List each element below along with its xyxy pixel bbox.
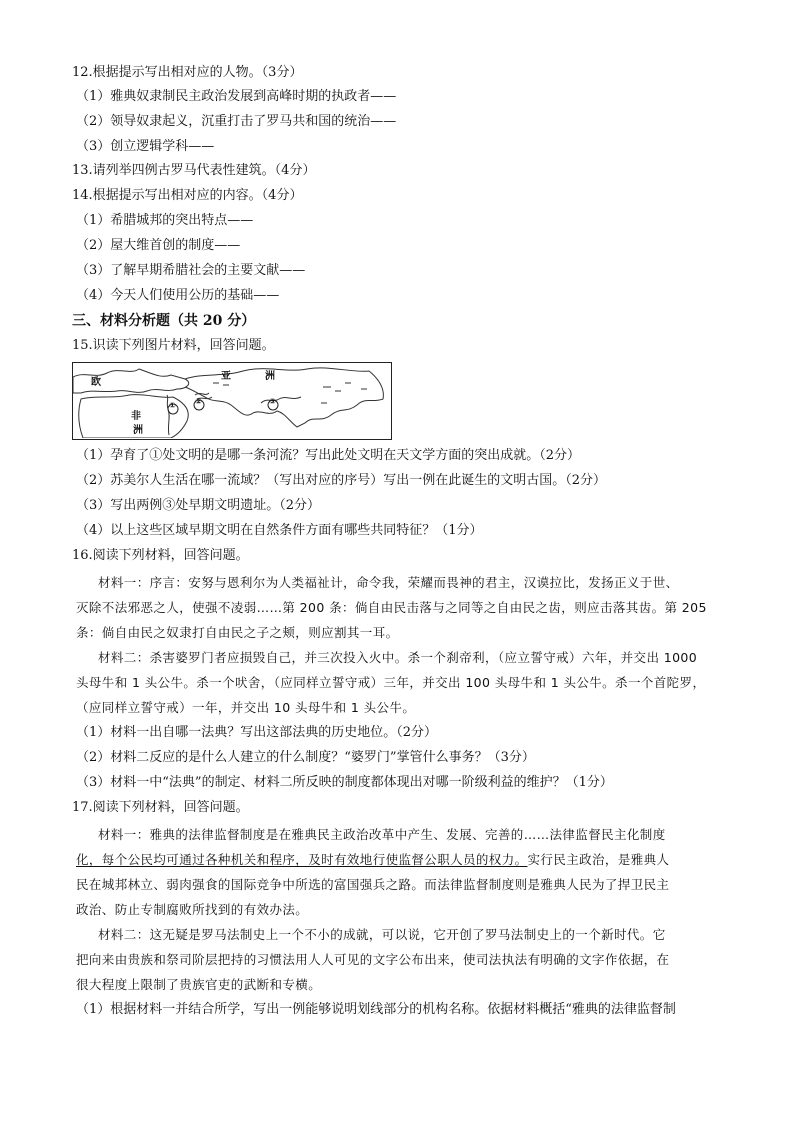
- q16-material1-line2: 灭除不法邪恶之人，使强不凌弱……第 200 条：倘自由民击落与之同等之自由民之齿，则应击落其齿。第 205: [76, 600, 707, 615]
- q17-material2-line2: 把向来由贵族和祭司阶层把持的习惯法用人人可见的文字公布出来，使司法执法有明确的文字作依据，在: [76, 952, 670, 967]
- q16-material2-line3: （应同样立誓守戒）一年，并交出 10 头母牛和 1 头公牛。: [76, 700, 416, 715]
- q16-material1-line3: 条：倘自由民之奴隶打自由民之子之颊，则应割其一耳。: [76, 625, 399, 640]
- q16-item-1: （1）材料一出自哪一法典？写出这部法典的历史地位。（2分）: [76, 725, 438, 740]
- map-marker-3: ③: [269, 397, 276, 406]
- q17-material2-line3: 很大程度上限制了贵族官吏的武断和专横。: [76, 977, 322, 992]
- q16-material1-line1: 材料一：序言：安努与恩利尔为人类福祉计，命令我，荣耀而畏神的君主，汉谟拉比，发扬正义于世、: [98, 575, 679, 590]
- q17-material1-line2-rest: 实行民主政治，是雅典人: [527, 852, 670, 867]
- q14-stem: 14.根据提示写出相对应的内容。（4分）: [72, 188, 303, 203]
- q15-item-2: （2）苏美尔人生活在哪一流域？（写出对应的序号）写出一例在此诞生的文明古国。（2分）: [76, 473, 607, 488]
- q15-item-3: （3）写出两例③处早期文明遗址。（2分）: [76, 498, 321, 513]
- q14-item-2: （2）屋大维首创的制度——: [76, 238, 241, 253]
- map-label-africa-1: 非: [131, 411, 141, 422]
- q15-item-1: （1）孕育了①处文明的是哪一条河流？写出此处文明在天文学方面的突出成就。（2分）: [76, 448, 581, 463]
- map-drawing: [73, 363, 390, 438]
- q16-item-3: （3）材料一中“法典”的制定、材料二所反映的制度都体现出对哪一阶级利益的维护？（1分）: [76, 775, 613, 790]
- q15-stem: 15.识读下列图片材料，回答问题。: [72, 338, 275, 353]
- q17-material1-line3: 民在城邦林立、弱肉强食的国际竞争中所选的富国强兵之路。而法律监督制度则是雅典人民为了捍卫民主: [76, 877, 670, 892]
- river-indus-ganges: [261, 397, 301, 403]
- q17-material1-line1: 材料一：雅典的法律监督制度是在雅典民主政治改革中产生、发展、完善的……法律监督民主化制度: [98, 827, 666, 842]
- q17-item-1: （1）根据材料一并结合所学，写出一例能够说明划线部分的机构名称。依据材料概括“雅典的法律监督制: [76, 1002, 676, 1017]
- q16-material2-line1: 材料二：杀害婆罗门者应损毁自己，并三次投入火中。杀一个刹帝利，（应立誓守戒）六年，并交出 1000: [98, 650, 698, 665]
- q15-item-4: （4）以上这些区域早期文明在自然条件方面有哪些共同特征？（1分）: [76, 523, 483, 538]
- q16-item-2: （2）材料二反应的是什么人建立的什么制度？“婆罗门”掌管什么事务？（3分）: [76, 750, 535, 765]
- map-label-europe: 欧: [91, 377, 101, 388]
- q17-material1-line4: 政治、防止专制腐败所找到的有效办法。: [76, 902, 309, 917]
- q14-item-4: （4）今天人们使用公历的基础——: [76, 288, 280, 303]
- map-label-asia-1: 亚: [221, 371, 231, 382]
- ancient-civilizations-map: [72, 362, 392, 440]
- q16-stem: 16.阅读下列材料，回答问题。: [72, 548, 249, 563]
- q17-material2-line1: 材料二：这无疑是罗马法制史上一个不小的成就，可以说，它开创了罗马法制史上的一个新时代。它: [98, 927, 666, 942]
- map-label-asia-2: 洲: [265, 371, 275, 382]
- map-marker-2: ②: [195, 397, 202, 406]
- q12-item-3: （3）创立逻辑学科——: [76, 139, 215, 154]
- mountain-dashes: [213, 383, 367, 403]
- map-label-africa-2: 洲: [133, 425, 143, 436]
- q17-underlined-passage: 化，每个公民均可通过各种机关和程序，及时有效地行使监督公职人员的权力。: [76, 852, 528, 867]
- q14-item-1: （1）希腊城邦的突出特点——: [76, 213, 254, 228]
- q17-material1-line2: [76, 851, 736, 869]
- map-marker-1: ①: [169, 401, 176, 410]
- section-3-title: 三、材料分析题（共 20 分）: [72, 313, 256, 329]
- q12-item-1: （1）雅典奴隶制民主政治发展到高峰时期的执政者——: [76, 89, 397, 104]
- q12-item-2: （2）领导奴隶起义，沉重打击了罗马共和国的统治——: [76, 114, 397, 129]
- q16-material2-line2: 头母牛和 1 头公牛。杀一个吠舍，（应同样立誓守戒）三年，并交出 100 头母牛和 1 头公牛。杀一个首陀罗，: [76, 675, 706, 690]
- q17-stem: 17.阅读下列材料，回答问题。: [72, 800, 249, 815]
- q12-stem: 12.根据提示写出相对应的人物。（3分）: [72, 65, 303, 80]
- q13-stem: 13.请列举四例古罗马代表性建筑。（4分）: [72, 163, 316, 178]
- q14-item-3: （3）了解早期希腊社会的主要文献——: [76, 263, 306, 278]
